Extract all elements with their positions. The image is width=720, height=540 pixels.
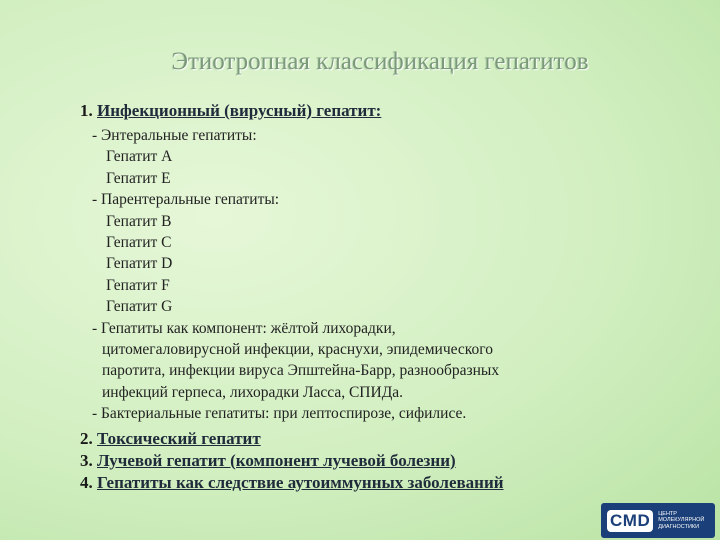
section-title: Токсический гепатит [97, 428, 261, 448]
slide-title: Этиотропная классификация гепатитов [171, 48, 589, 75]
list-item: Гепатит F [106, 276, 170, 294]
list-item: Гепатит А [106, 148, 173, 166]
component-line: - Гепатиты как компонент: жёлтой лихорадки, [92, 319, 396, 337]
list-item: Гепатит В [106, 212, 172, 230]
logo-subtitle-line: МОЛЕКУЛЯРНОЙ [658, 517, 705, 524]
enteral-heading: - Энтеральные гепатиты: [92, 127, 257, 144]
classification-list [80, 100, 700, 494]
component-line: инфекций герпеса, лихорадки Ласса, СПИДа. [102, 383, 404, 401]
section-title: Лучевой гепатит (компонент лучевой болезни) [97, 450, 456, 470]
logo-subtitle [658, 511, 704, 531]
section-number: 2. [80, 428, 93, 448]
list-item: Гепатит G [106, 298, 173, 316]
section-number: 1. [80, 101, 93, 120]
component-line: цитомегаловирусной инфекции, краснухи, эпидемического [102, 341, 493, 359]
logo-mark: CMD [607, 510, 653, 532]
section-number: 4. [80, 472, 93, 492]
section-heading-1 [80, 100, 700, 122]
section-heading-4 [80, 472, 700, 494]
cmd-logo [601, 503, 715, 538]
bacterial-line: - Бактериальные гепатиты: при лептоспирозе, сифилисе. [92, 405, 467, 423]
section-title: Гепатиты как следствие аутоиммунных заболеваний [97, 472, 504, 492]
component-line: паротита, инфекции вируса Эпштейна-Барр, разнообразных [102, 362, 500, 380]
list-item: Гепатит Е [106, 169, 171, 187]
section-heading-3 [80, 450, 700, 472]
section-title: Инфекционный (вирусный) гепатит: [97, 101, 382, 120]
section-heading-2 [80, 428, 700, 450]
list-item: Гепатит D [106, 255, 173, 273]
section-number: 3. [80, 450, 93, 470]
logo-subtitle-line: ЦЕНТР [658, 510, 677, 517]
parenteral-heading: - Парентеральные гепатиты: [92, 191, 280, 209]
list-item: Гепатит С [106, 234, 172, 252]
logo-subtitle-line: ДИАГНОСТИКИ [658, 523, 700, 530]
